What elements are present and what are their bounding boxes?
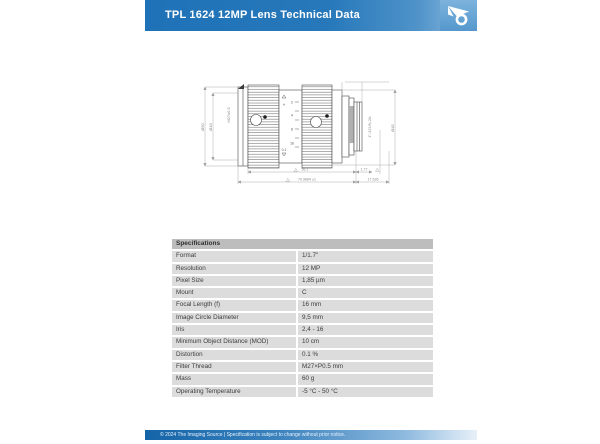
- focus-ring-knurl: [248, 85, 279, 168]
- focus-thumbscrew: [251, 115, 262, 126]
- ref-triangle-2: [376, 168, 380, 171]
- mount-thread-label: 1"-32UN-2A: [367, 116, 372, 138]
- iris-scale-8: 8: [291, 127, 293, 132]
- spec-value: 2,4 - 16: [298, 325, 433, 335]
- ref-triangle-3: [286, 178, 290, 181]
- spec-label: Format: [172, 251, 296, 261]
- filter-thread-label: M27x0.5: [226, 107, 231, 123]
- table-header: Specifications: [172, 239, 433, 249]
- rear-diameter-label: Ø45: [390, 124, 395, 132]
- spec-value: 1/1.7": [298, 251, 433, 261]
- table-row: [172, 313, 433, 323]
- thread-length-label: 1.77: [360, 167, 368, 172]
- spec-label: Focal Length (f): [172, 300, 296, 310]
- lens-technical-drawing: [195, 70, 405, 205]
- lens-body: [238, 84, 362, 168]
- focus-near-label: 0.1: [281, 148, 287, 152]
- spec-label: Iris: [172, 325, 296, 335]
- spec-value: -5 °C - 50 °C: [298, 387, 433, 397]
- imaging-source-logo-icon: [445, 3, 472, 28]
- table-row: [172, 288, 433, 298]
- front-outer-diameter-label: Ø50: [200, 123, 205, 131]
- imaging-source-logo: [440, 0, 477, 31]
- iris-scale-4: 4: [291, 113, 293, 118]
- total-length-label: 70.9684 ±1: [298, 177, 316, 182]
- thread-relief: [349, 106, 354, 143]
- flange-distance-label: 17.526: [367, 177, 379, 182]
- spec-label: Operating Temperature: [172, 387, 296, 397]
- iris-scale-16: 16: [290, 141, 294, 146]
- specifications-table: [172, 239, 433, 399]
- header-bar: [145, 0, 477, 31]
- table-row: [172, 337, 433, 347]
- spec-label: Distortion: [172, 350, 296, 360]
- spec-label: Resolution: [172, 264, 296, 274]
- iris-thumbscrew: [311, 117, 322, 128]
- spec-value: 9,5 mm: [298, 313, 433, 323]
- table-row: [172, 325, 433, 335]
- table-row: [172, 350, 433, 360]
- spec-value: 16 mm: [298, 300, 433, 310]
- body-length-label: 56.1: [301, 167, 309, 172]
- spec-label: Image Circle Diameter: [172, 313, 296, 323]
- spec-value: C: [298, 288, 433, 298]
- spec-label: Mount: [172, 288, 296, 298]
- table-row: [172, 300, 433, 310]
- spec-value: 12 MP: [298, 264, 433, 274]
- lens-drawing-svg: [195, 70, 405, 205]
- table-row: [172, 387, 433, 397]
- table-row: [172, 362, 433, 372]
- focus-index-dot: [263, 115, 267, 119]
- focus-far-label: ∞: [282, 102, 286, 107]
- spec-value: 0.1 %: [298, 350, 433, 360]
- spec-value: 60 g: [298, 374, 433, 384]
- spec-value: 10 cm: [298, 337, 433, 347]
- spec-label: Mass: [172, 374, 296, 384]
- front-inner-diameter-label: Ø43: [208, 123, 213, 131]
- spec-value: 1,85 µm: [298, 276, 433, 286]
- table-row: [172, 374, 433, 384]
- c-mount-thread: [354, 102, 362, 151]
- rear-barrel: [332, 90, 342, 163]
- spec-label: Minimum Object Distance (MOD): [172, 337, 296, 347]
- iris-scale-2: 2: [291, 100, 293, 105]
- table-rows: [172, 251, 433, 397]
- table-row: [172, 264, 433, 274]
- spec-label: Pixel Size: [172, 276, 296, 286]
- footer-bar: [145, 430, 477, 440]
- footer-text: © 2024 The Imaging Source | Specification is subject to change without prior notice.: [160, 432, 346, 438]
- spec-label: Filter Thread: [172, 362, 296, 372]
- flange-ring: [342, 96, 349, 157]
- table-row: [172, 276, 433, 286]
- page-title: TPL 1624 12MP Lens Technical Data: [165, 9, 360, 21]
- ref-triangle-1: [294, 168, 298, 171]
- table-row: [172, 251, 433, 261]
- iris-index-dot: [325, 114, 329, 118]
- spec-value: M27×P0.5 mm: [298, 362, 433, 372]
